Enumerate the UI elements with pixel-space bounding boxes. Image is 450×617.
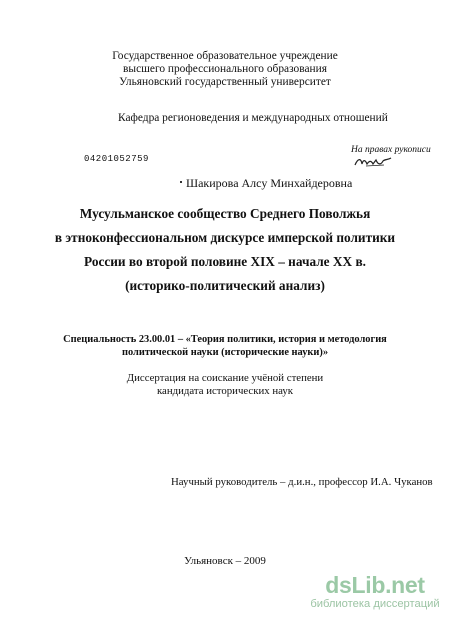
dissertation-line-1: Диссертация на соискание учёной степени — [126, 372, 324, 384]
title-line-2: в этноконфессиональном дискурсе имперской политики — [54, 230, 396, 245]
scientific-advisor: Научный руководитель – д.и.н., профессор И.А. Чуканов — [171, 476, 433, 488]
city-year: Ульяновск – 2009 — [184, 555, 266, 567]
watermark-logo: dsLib.net — [325, 572, 425, 598]
scan-dot — [180, 181, 182, 183]
institution-line-1: Государственное образовательное учреждение — [112, 50, 338, 62]
handwritten-signature — [354, 156, 392, 168]
institution-line-2: высшего профессионального образования — [123, 63, 327, 75]
title-line-4: (историко-политический анализ) — [125, 278, 325, 293]
specialty-line-1: Специальность 23.00.01 – «Теория политики, история и методология — [63, 334, 387, 345]
title-line-3: России во второй половине XIX – начале XX в. — [84, 254, 366, 269]
catalog-code: 04201052759 — [84, 154, 149, 164]
watermark-tagline: библиотека диссертаций — [310, 598, 440, 610]
institution-line-3: Ульяновский государственный университет — [119, 76, 331, 88]
specialty-line-2: политической науки (исторические науки)» — [121, 347, 329, 358]
author-name: Шакирова Алсу Минхайдеровна — [186, 176, 353, 190]
dissertation-line-2: кандидата исторических наук — [156, 385, 294, 397]
department: Кафедра регионоведения и международных отношений — [118, 112, 388, 124]
watermark — [300, 572, 450, 617]
manuscript-note: На правах рукописи — [351, 145, 431, 155]
title-line-1: Мусульманское сообщество Среднего Поволжья — [79, 206, 371, 221]
